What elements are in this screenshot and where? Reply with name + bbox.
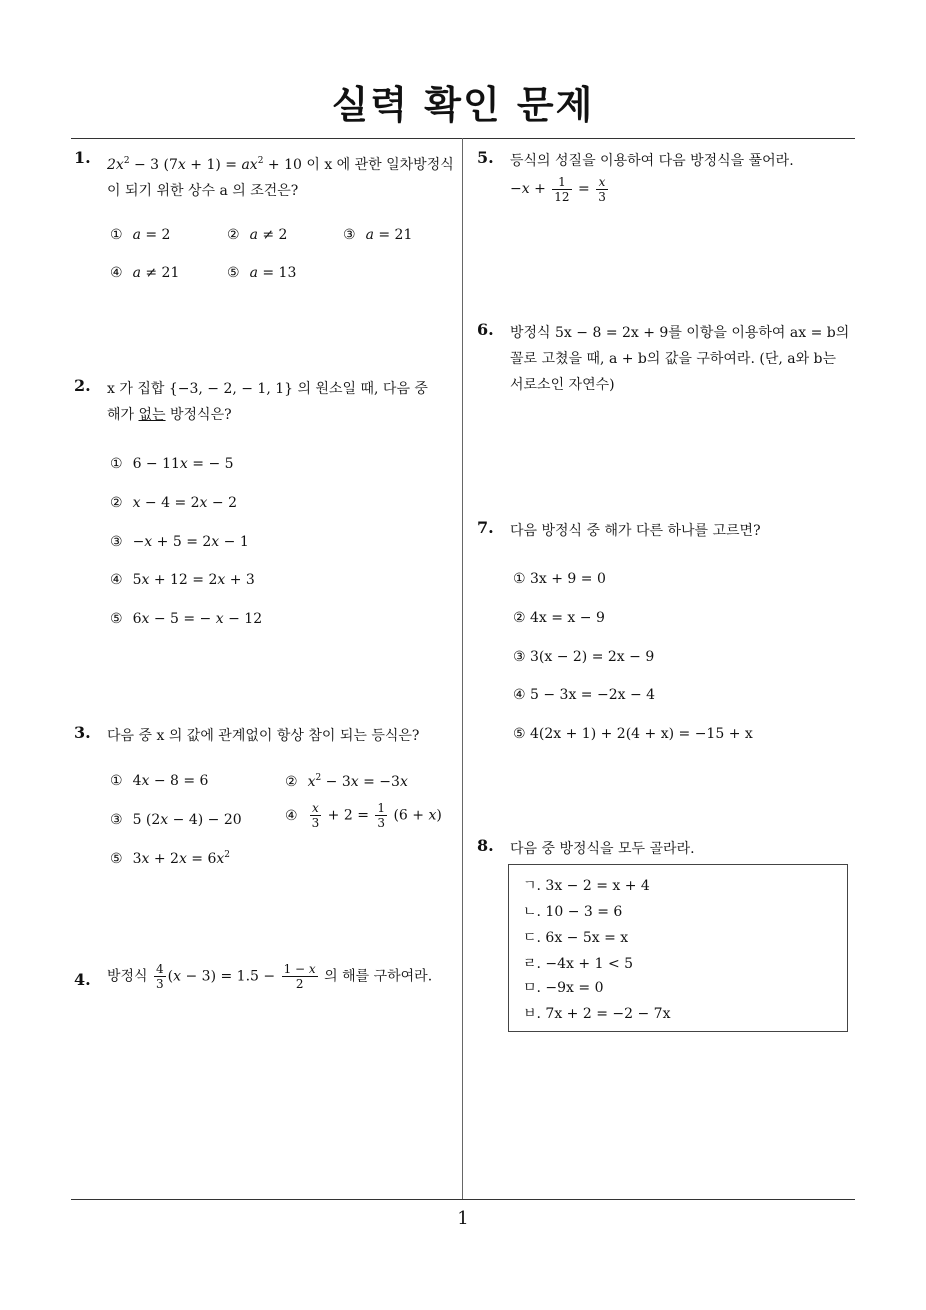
question-text: 다음 중 방정식을 모두 골라라. — [510, 841, 695, 857]
bottom-rule — [71, 1199, 855, 1200]
q3-option-5[interactable]: ⑤ $3x + 2x = 6x^2$ — [110, 850, 231, 867]
question-number: 6. — [477, 320, 494, 339]
q3-option-1[interactable]: ① 4x − 8 = 6 — [110, 773, 209, 789]
question-number: 8. — [477, 836, 494, 855]
top-rule — [71, 138, 855, 139]
question-text: 다음 방정식 중 해가 다른 하나를 고르면? — [510, 523, 761, 539]
question-number: 4. — [74, 970, 91, 989]
question-number: 1. — [74, 148, 91, 167]
question-number: 3. — [74, 723, 91, 742]
question-number: 5. — [477, 148, 494, 167]
choice-item[interactable]: ㄴ. 10 − 3 = 6 — [523, 904, 623, 920]
question-number: 2. — [74, 376, 91, 395]
q1-option-4[interactable]: ④ a ≠ 21 — [110, 265, 180, 281]
q1-option-3[interactable]: ③ a = 21 — [343, 227, 413, 243]
q2-option-2[interactable]: ② x − 4 = 2x − 2 — [110, 495, 237, 511]
q2-option-4[interactable]: ④ 5x + 12 = 2x + 3 — [110, 572, 255, 588]
choice-item[interactable]: ㅂ. 7x + 2 = −2 − 7x — [523, 1006, 671, 1022]
question-text: 방정식 $\frac{4}{3}$ (x − 3) = 1.5 − $\frac{1 - x}{2}$ 의 해를 구하여라. — [107, 962, 433, 991]
choice-item[interactable]: ㅁ. −9x = 0 — [523, 980, 604, 996]
q7-option-2[interactable]: ② 4x = x − 9 — [513, 610, 605, 626]
question-text: x 가 집합 {−3, − 2, − 1, 1} 의 원소일 때, 다음 중 해가 없는 방정식은? — [107, 381, 428, 423]
q7-option-4[interactable]: ④ 5 − 3x = −2x − 4 — [513, 687, 656, 703]
q7-option-5[interactable]: ⑤ 4(2x + 1) + 2(4 + x) = −15 + x — [513, 726, 753, 742]
q3-option-4[interactable]: ④ $\frac{x}{3}$ + 2 = $\frac{1}{3}$ (6 + x) — [285, 801, 442, 830]
q2-option-3[interactable]: ③ −x + 5 = 2x − 1 — [110, 534, 249, 550]
question-number: 7. — [477, 518, 494, 537]
choice-item[interactable]: ㄱ. 3x − 2 = x + 4 — [523, 878, 650, 894]
q3-option-2[interactable]: ② $x^2 - 3x = -3x$ — [285, 773, 408, 790]
q7-option-3[interactable]: ③ 3(x − 2) = 2x − 9 — [513, 649, 655, 665]
question-text: 다음 중 x 의 값에 관계없이 항상 참이 되는 등식은? — [107, 728, 420, 744]
question-text: 방정식 5x − 8 = 2x + 9를 이항을 이용하여 ax = b의 꼴로 고쳤을 때, a + b의 값을 구하여라. (단, a와 b는 서로소인 자연수) — [510, 325, 850, 393]
page-number: 1 — [457, 1208, 469, 1229]
question-text: 등식의 성질을 이용하여 다음 방정식을 풀어라. −x + $\frac{1}{12}$ = $\frac{x}{3}$ — [510, 153, 794, 204]
q3-option-3[interactable]: ③ 5 (2x − 4) − 20 — [110, 812, 242, 828]
q1-option-1[interactable]: ① a = 2 — [110, 227, 171, 243]
column-divider — [462, 138, 463, 1200]
q2-option-1[interactable]: ① 6 − 11x = − 5 — [110, 456, 234, 472]
choice-item[interactable]: ㄷ. 6x − 5x = x — [523, 930, 629, 946]
choice-item[interactable]: ㄹ. −4x + 1 < 5 — [523, 956, 634, 972]
page-title: 실력 확인 문제 — [331, 83, 595, 127]
q7-option-1[interactable]: ① 3x + 9 = 0 — [513, 571, 606, 587]
q1-option-5[interactable]: ⑤ a = 13 — [227, 265, 297, 281]
q1-option-2[interactable]: ② a ≠ 2 — [227, 227, 288, 243]
question-text: $2x^2 - 3$ $(7x + 1) = ax^2 + 10$ 이 x 에 관한 일차방정식 이 되기 위한 상수 a 의 조건은? — [107, 156, 454, 199]
choice-box — [508, 864, 848, 1032]
q2-option-5[interactable]: ⑤ 6x − 5 = − x − 12 — [110, 611, 263, 627]
